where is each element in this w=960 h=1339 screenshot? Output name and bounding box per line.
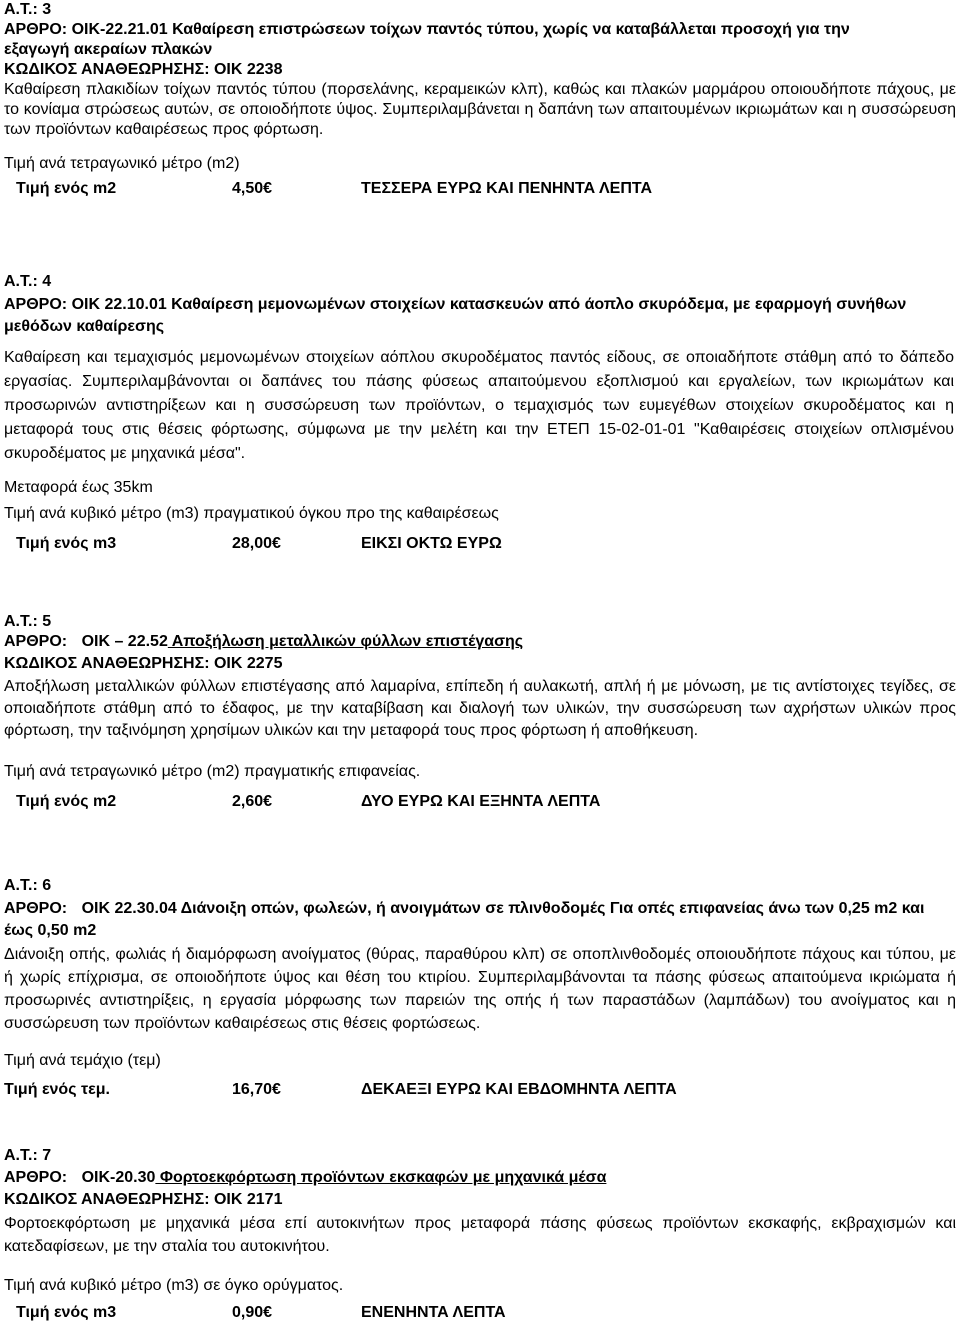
item-article-heading [4,294,956,338]
unit-note: Τιμή ανά κυβικό μέτρο (m3) σε όγκο ορύγματος. [4,1277,344,1294]
item-at-label: Α.Τ.: 4 [4,273,52,290]
item-5 [4,612,956,812]
item-6 [4,876,956,1100]
price-label: Τιμή ενός m2 [16,793,117,810]
price-row [4,1080,956,1100]
price-value: 0,90€ [232,1304,273,1321]
item-description: Αποξήλωση μεταλλικών φύλλων επιστέγασης από λαμαρίνα, επίπεδη ή αυλακωτή, απλή ή με μόνωση, με τις αντίστοιχες τεγίδες, σε οποιαδήποτε στάθμη από το έδαφος, με την καταβίβαση και διαλογή των υλικών, την συσσώρευση των αχρήστων υλικών προς φόρτωση, την ταξινόμηση χρησίμων υλικών και την μεταφορά τους προς φόρτωση ή αποθήκευση. [4,678,956,739]
article-prefix: ΑΡΘΡΟ: [4,633,72,650]
item-7 [4,1146,956,1323]
article-code: ΟΙΚ 22.10.01 [71,296,167,313]
price-label: Τιμή ενός m3 [16,535,117,552]
article-prefix: ΑΡΘΡΟ: [4,1169,72,1186]
unit-note: Τιμή ανά τετραγωνικό μέτρο (m2) πραγματικής επιφανείας. [4,763,421,780]
price-words: ΕΙΚΣΙ ΟΚΤΩ ΕΥΡΩ [361,535,502,552]
article-title: Καθαίρεση επιστρώσεων τοίχων παντός τύπου, χωρίς να καταβάλλεται προσοχή για την εξαγωγή ακεραίων πλακών [4,21,850,58]
price-value: 2,60€ [232,793,273,810]
transport-note: Μεταφορά έως 35km [4,479,153,496]
article-code: ΟΙΚ 22.30.04 [81,900,177,917]
price-row [4,1303,956,1323]
item-4 [4,272,956,554]
price-words: ΤΕΣΣΕΡΑ ΕΥΡΩ ΚΑΙ ΠΕΝΗΝΤΑ ΛΕΠΤΑ [361,180,653,197]
unit-note: Τιμή ανά κυβικό μέτρο (m3) πραγματικού όγκου προ της καθαιρέσεως [4,505,499,522]
item-article-heading [4,20,956,60]
unit-note: Τιμή ανά τεμάχιο (τεμ) [4,1052,161,1069]
item-3 [4,0,956,199]
item-description: Διάνοιξη οπής, φωλιάς ή διαμόρφωση ανοίγματος (θύρας, παραθύρου κλπ) σε οποπλινθοδομές οποιουδήποτε πάχους και τύπου, με ή χωρίς επίχρισμα, σε οποιοδήποτε ύψος και θέση του κτιρίου. Συμπεριλαμβάνονται τα πάσης φύσεως απαιτούμενα ικριώματα ή προσωρινές αντιστηρίξεις, η εργασία μόρφωσης των παρειών της οπής ή των παραστάδων (λαμπάδων) του ανοίγματος και η συσσώρευση των προϊόντων καθαιρέσεως στις θέσεις φορτώσεως. [4,946,956,1032]
item-at-label: Α.Τ.: 5 [4,613,52,630]
article-prefix: ΑΡΘΡΟ: [4,21,72,38]
revision-code: ΚΩΔΙΚΟΣ ΑΝΑΘΕΩΡΗΣΗΣ: ΟΙΚ 2275 [4,655,283,672]
article-title: Αποξήλωση μεταλλικών φύλλων επιστέγασης [167,633,524,650]
price-words: ΕΝΕΝΗΝΤΑ ΛΕΠΤΑ [361,1304,506,1321]
revision-code: ΚΩΔΙΚΟΣ ΑΝΑΘΕΩΡΗΣΗΣ: ΟΙΚ 2171 [4,1191,283,1208]
article-code: ΟΙΚ – 22.52 [81,633,168,650]
item-description: Καθαίρεση και τεμαχισμός μεμονωμένων στοιχείων αόπλου σκυροδέματος παντός είδους, σε οποιαδήποτε στάθμη από το δάπεδο εργασίας. Συμπεριλαμβάνονται οι δαπάνες του πάσης φύσεως απαιτούμενου εξοπλισμού και εργαλείων, των ικριωμάτων και προσωρινών αντιστηρίξεων και η συσσώρευση των προϊόντων, ο τεμαχισμός των ευμεγέθων στοιχείων σκυροδέματος και η μεταφορά τους στις θέσεις φόρτωσης, σύμφωνα με την μελέτη και την ΕΤΕΠ 15-02-01-01 "Καθαιρέσεις στοιχείων οπλισμένου σκυροδέματος με μηχανικά μέσα". [4,349,954,462]
price-label: Τιμή ενός m3 [16,1304,117,1321]
item-article-heading [4,898,944,942]
price-row [4,534,956,554]
item-at-label: Α.Τ.: 7 [4,1147,52,1164]
price-label: Τιμή ενός τεμ. [4,1081,110,1098]
price-words: ΔΕΚΑΕΞΙ ΕΥΡΩ ΚΑΙ ΕΒΔΟΜΗΝΤΑ ΛΕΠΤΑ [361,1081,677,1098]
price-words: ΔΥΟ ΕΥΡΩ ΚΑΙ ΕΞΗΝΤΑ ΛΕΠΤΑ [361,793,601,810]
item-article-heading [4,1168,956,1188]
article-prefix: ΑΡΘΡΟ: [4,296,72,313]
item-description: Καθαίρεση πλακιδίων τοίχων παντός τύπου (πορσελάνης, κεραμεικών κλπ), καθώς και πλακών μαρμάρου οποιουδήποτε πάχους, με το κονίαμα στρώσεως αυτών, σε οποιοδήποτε ύψος. Συμπεριλαμβάνεται η δαπάνη των απαιτουμένων ικριωμάτων και η συσσώρευση των προϊόντων καθαιρέσεως προς φόρτωση. [4,81,956,138]
item-at-label: Α.Τ.: 6 [4,877,52,894]
price-row [4,179,956,199]
article-prefix: ΑΡΘΡΟ: [4,900,72,917]
item-description: Φορτοεκφόρτωση με μηχανικά μέσα επί αυτοκινήτων προς μεταφορά πάσης φύσεως προϊόντων εκσκαφής, εκβραχισμών και κατεδαφίσεων, με την σταλία του αυτοκινήτου. [4,1215,956,1255]
item-article-heading [4,632,956,652]
price-value: 4,50€ [232,180,273,197]
price-row [4,792,956,812]
revision-code: ΚΩΔΙΚΟΣ ΑΝΑΘΕΩΡΗΣΗΣ: ΟΙΚ 2238 [4,61,283,78]
item-at-label: Α.Τ.: 3 [4,1,52,18]
article-title: Καθαίρεση μεμονωμένων στοιχείων κατασκευών από άοπλο σκυρόδεμα, με εφαρμογή συνήθων μεθόδων καθαίρεσης [4,296,907,335]
article-code: ΟΙΚ-22.21.01 [71,21,168,38]
price-label: Τιμή ενός m2 [16,180,117,197]
article-code: ΟΙΚ-20.30 [81,1169,156,1186]
price-value: 16,70€ [232,1081,281,1098]
article-title: Διάνοιξη οπών, φωλεών, ή ανοιγμάτων σε πλινθοδομές Για οπές επιφανείας άνω των 0,25 m2 και έως 0,50 m2 [4,900,925,939]
price-value: 28,00€ [232,535,281,552]
unit-note: Τιμή ανά τετραγωνικό μέτρο (m2) [4,155,240,172]
article-title: Φορτοεκφόρτωση προϊόντων εκσκαφών με μηχανικά μέσα [155,1169,607,1186]
